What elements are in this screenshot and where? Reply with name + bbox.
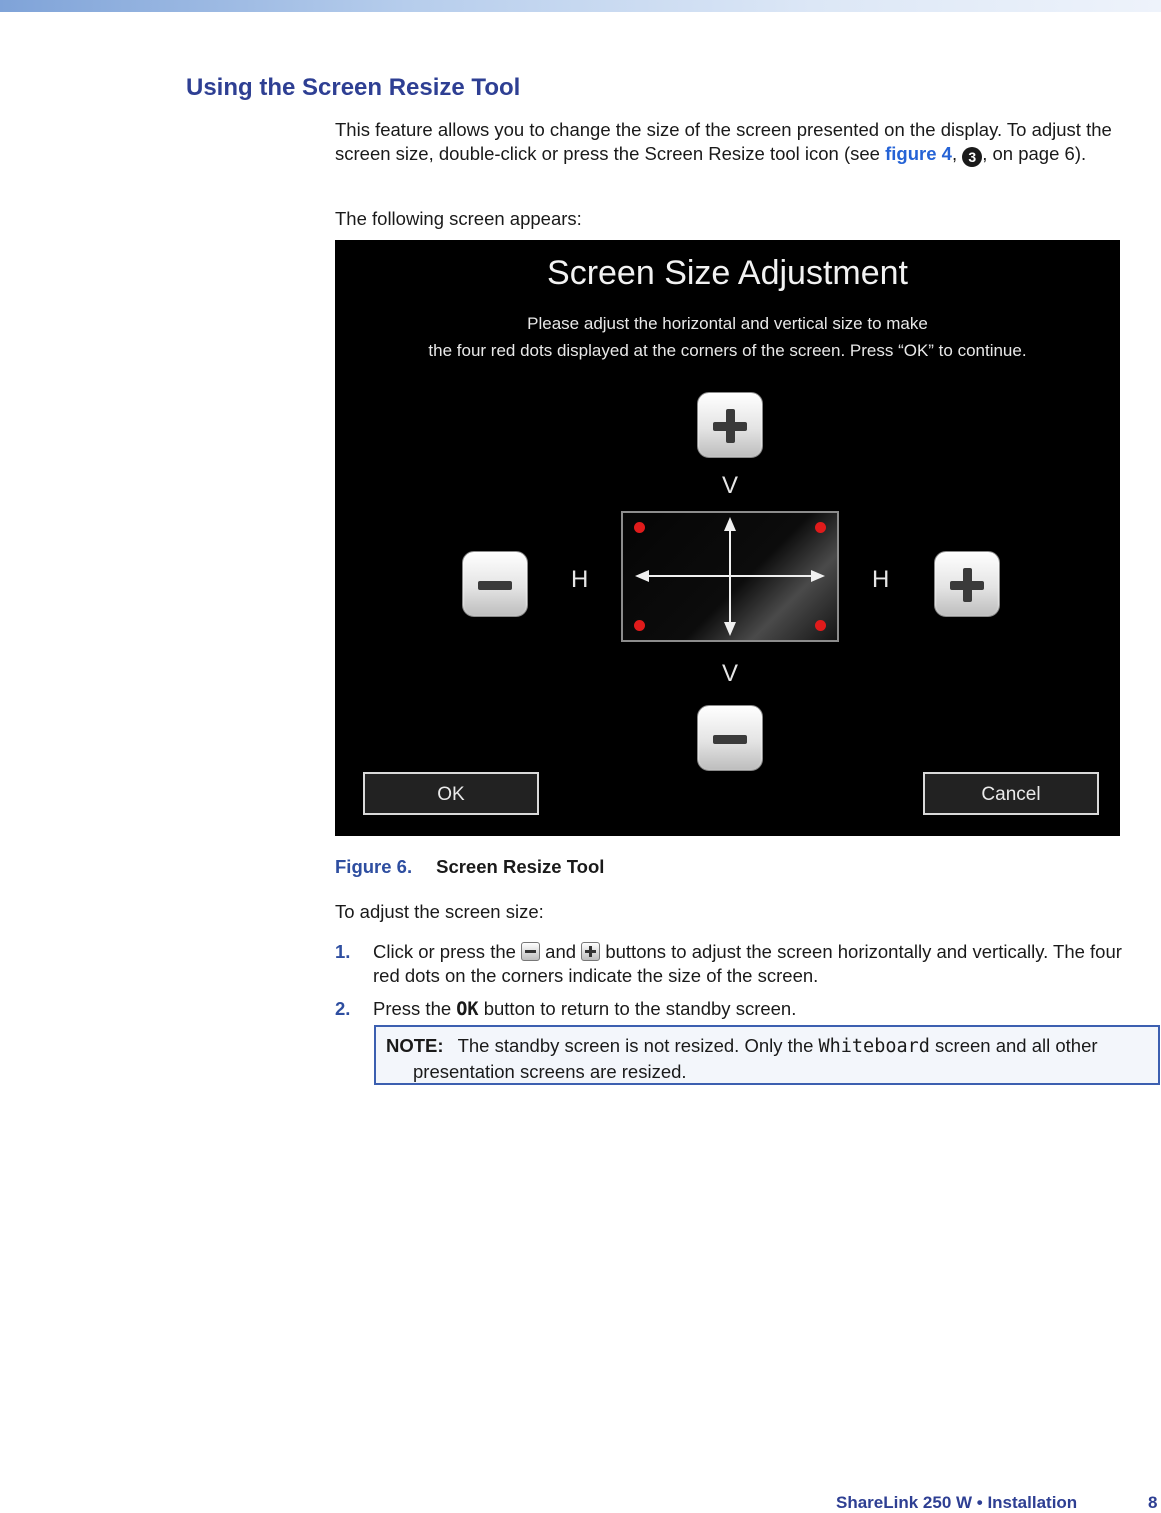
figure-number: Figure 6. [335, 856, 413, 877]
step-text [373, 940, 1153, 988]
h-label-right: H [872, 566, 890, 593]
ok-keyword: OK [456, 999, 479, 1020]
minus-icon [478, 581, 512, 590]
adjust-intro: To adjust the screen size: [335, 901, 544, 922]
note-box [374, 1025, 1160, 1085]
vertical-plus-button[interactable] [697, 392, 763, 458]
step-text [373, 997, 1153, 1022]
callout-number-icon: 3 [962, 147, 982, 167]
vertical-minus-button[interactable] [697, 705, 763, 771]
figure-link[interactable]: figure 4 [885, 143, 952, 164]
step-2-text-before: Press the [373, 998, 457, 1019]
note-label: NOTE: [386, 1035, 444, 1056]
step-2-text-after: button to return to the standby screen. [478, 998, 797, 1019]
intro-paragraph [335, 118, 1150, 167]
figure-title: Screen Size Adjustment [547, 254, 908, 292]
screen-size-adjustment-figure [335, 240, 1120, 836]
step-1-text-mid: and [540, 941, 582, 962]
horizontal-plus-button[interactable] [934, 551, 1000, 617]
step-1-text-after: buttons to adjust the screen horizontally and vertically. The four red dots on the corners indicate the size of the screen. [373, 941, 1122, 986]
section-heading: Using the Screen Resize Tool [186, 74, 521, 101]
v-label-bottom: V [722, 660, 739, 687]
note-text-after: screen and all other presentation screens are resized. [413, 1035, 1098, 1082]
step-1-text-before: Click or press the [373, 941, 522, 962]
page-number: 8 [1148, 1493, 1158, 1512]
figure-caption [335, 856, 604, 878]
note-text-before: The standby screen is not resized. Only the [457, 1035, 819, 1056]
plus-icon-vertical [963, 568, 972, 602]
horizontal-minus-button[interactable] [462, 551, 528, 617]
intro-text-end: , on page 6). [982, 143, 1087, 164]
figure-caption-text: Screen Resize Tool [436, 856, 605, 877]
plus-icon-vertical [726, 409, 735, 443]
intro-text: This feature allows you to change the size of the screen presented on the display. To adjust the screen size, double-click or press the Screen Resize tool icon (see [335, 119, 1112, 164]
intro-separator: , [951, 143, 963, 164]
following-text: The following screen appears: [335, 208, 582, 229]
step-number: 2. [335, 998, 351, 1019]
instruction-line-1: Please adjust the horizontal and vertical size to make [527, 314, 928, 333]
ok-button[interactable]: OK [363, 772, 539, 815]
footer-product: ShareLink 250 W • Installation [836, 1493, 1078, 1512]
whiteboard-keyword: Whiteboard [818, 1036, 930, 1057]
minus-icon [713, 735, 747, 744]
minus-button-icon [521, 942, 540, 961]
step-number: 1. [335, 941, 351, 962]
h-label-left: H [571, 566, 589, 593]
figure-instructions [335, 310, 1120, 364]
screen-preview [621, 511, 839, 642]
header-accent-bar [0, 0, 1161, 12]
v-label-top: V [722, 472, 739, 499]
cancel-button[interactable]: Cancel [923, 772, 1099, 815]
plus-button-icon [581, 942, 600, 961]
instruction-line-2: the four red dots displayed at the corners of the screen. Press “OK” to continue. [428, 341, 1027, 360]
resize-arrows-icon [623, 513, 837, 640]
